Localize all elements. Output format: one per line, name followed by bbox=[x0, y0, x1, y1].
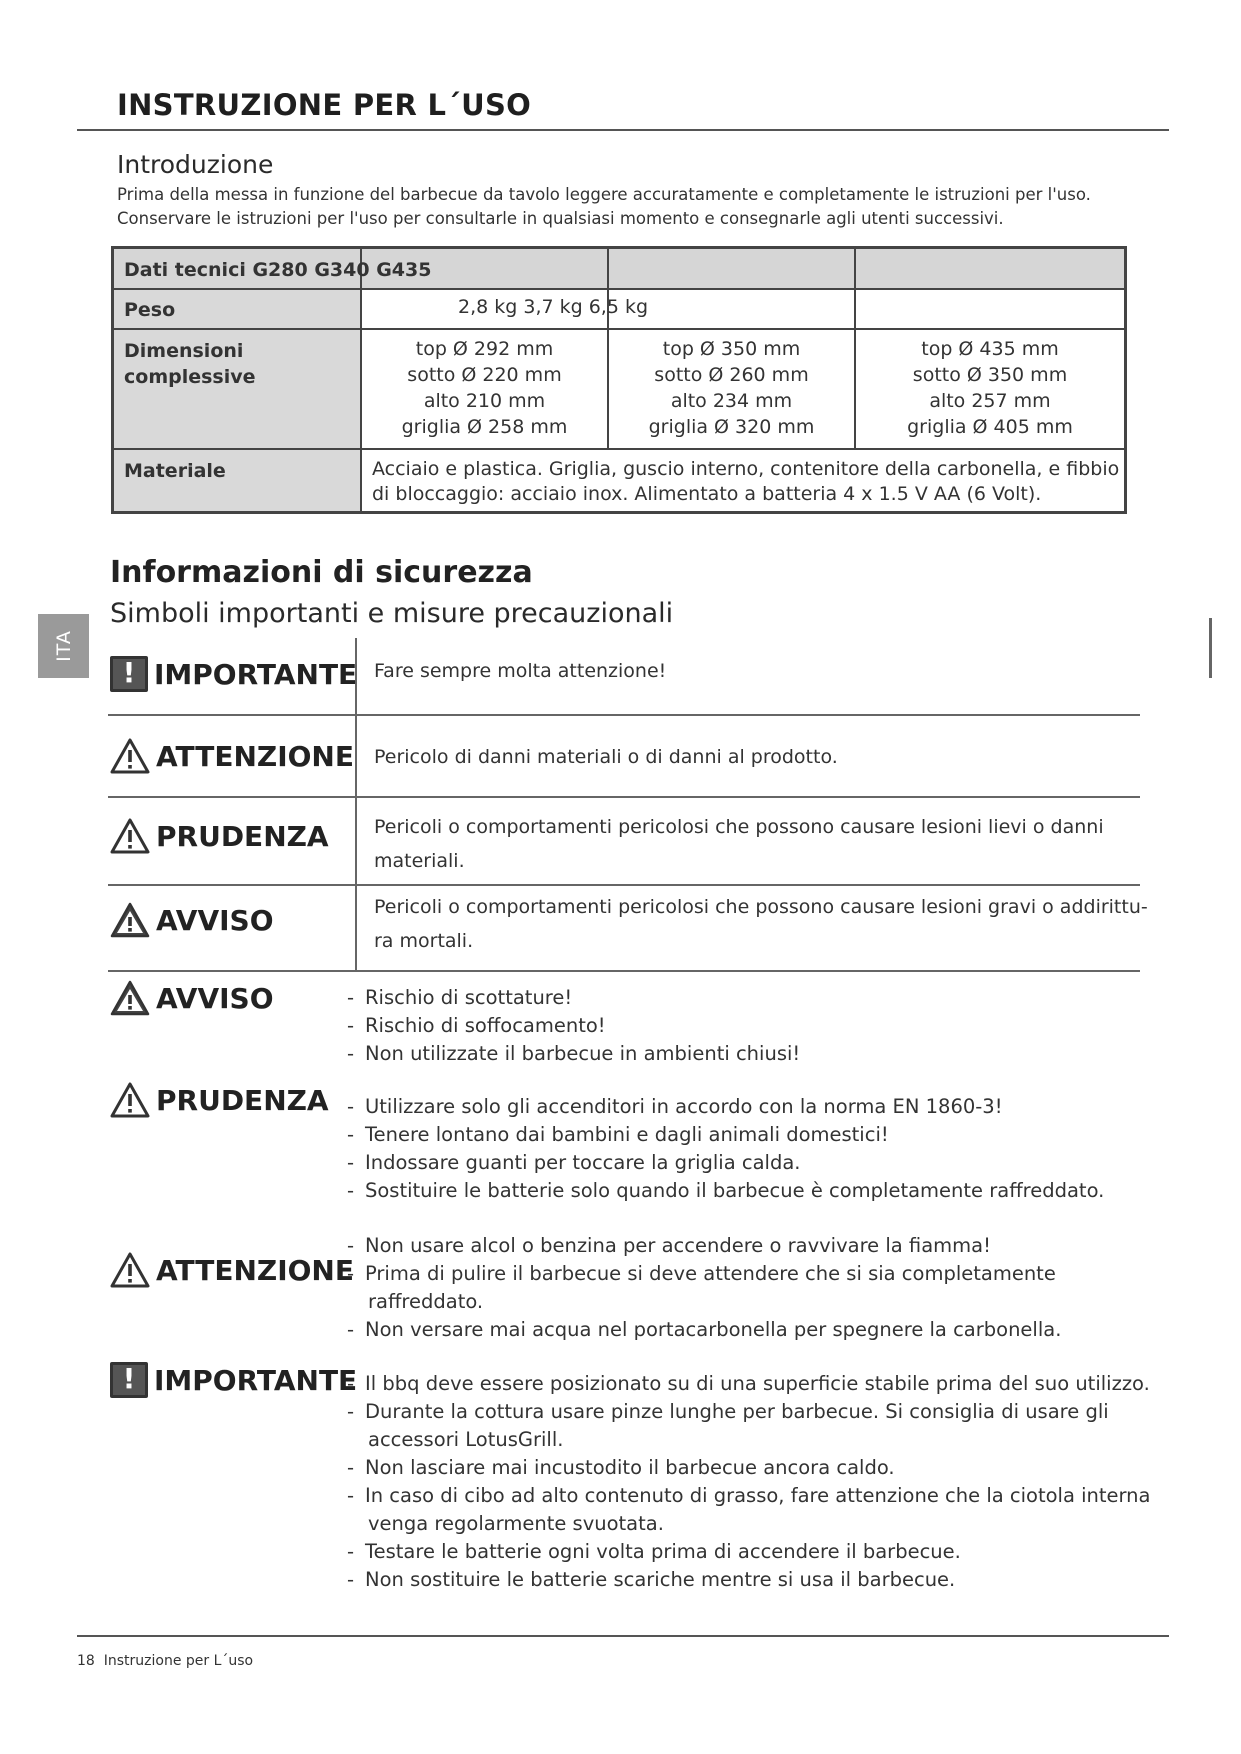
tech-data-table bbox=[111, 246, 1127, 514]
side-marker bbox=[1209, 618, 1212, 678]
footer-divider bbox=[77, 1635, 1169, 1637]
page-footer bbox=[77, 1653, 253, 1669]
dimensions-g435: top Ø 435 mm sotto Ø 350 mm alto 257 mm griglia Ø 405 mm bbox=[907, 338, 1073, 438]
prudenza-list bbox=[347, 1093, 1104, 1205]
warning-triangle-outline-icon bbox=[110, 818, 150, 854]
safety-heading: Informazioni di sicurezza bbox=[110, 555, 533, 590]
intro-text bbox=[117, 183, 1091, 231]
intro-heading: Introduzione bbox=[117, 150, 274, 179]
symbol-prudenza: PRUDENZA bbox=[110, 818, 329, 854]
list-item: - Non versare mai acqua nel portacarbonella per spegnere la carbonella. bbox=[347, 1316, 1061, 1344]
dimensions-label: Dimensioni complessive bbox=[124, 340, 256, 388]
avviso-list bbox=[347, 984, 800, 1068]
material-label: Materiale bbox=[124, 460, 226, 482]
list-item: - Indossare guanti per toccare la griglia calda. bbox=[347, 1149, 1104, 1177]
language-tab-label: ITA bbox=[52, 630, 75, 662]
title-divider bbox=[77, 129, 1169, 131]
symbol-importante-description: Fare sempre molta attenzione! bbox=[374, 660, 667, 682]
intro-line: Conservare le istruzioni per l'uso per consultarle in qualsiasi momento e consegnarle agli utenti successivi. bbox=[117, 209, 1004, 228]
symbol-importante: ! IMPORTANTE bbox=[110, 656, 357, 692]
importante-list bbox=[347, 1370, 1151, 1594]
page-title: INSTRUZIONE PER L´USO bbox=[117, 88, 532, 122]
dimensions-g280: top Ø 292 mm sotto Ø 220 mm alto 210 mm griglia Ø 258 mm bbox=[401, 338, 568, 438]
symbol-attenzione: ATTENZIONE bbox=[110, 738, 354, 774]
warning-triangle-outline-icon bbox=[110, 738, 150, 774]
safety-subheading: Simboli importanti e misure precauzionali bbox=[110, 598, 674, 629]
list-item: - Testare le batterie ogni volta prima di accendere il barbecue. bbox=[347, 1538, 1151, 1566]
list-item: - Non lasciare mai incustodito il barbecue ancora caldo. bbox=[347, 1454, 1151, 1482]
symbol-avviso-description: Pericoli o comportamenti pericolosi che possono causare lesioni gravi o addirittu- ra mortali. bbox=[374, 896, 1148, 952]
warning-importante: ! IMPORTANTE bbox=[110, 1362, 357, 1398]
warning-avviso: AVVISO bbox=[110, 980, 274, 1016]
list-item: - Rischio di soffocamento! bbox=[347, 1012, 800, 1040]
list-item: - Non utilizzate il barbecue in ambienti chiusi! bbox=[347, 1040, 800, 1068]
symbol-prudenza-description: Pericoli o comportamenti pericolosi che possono causare lesioni lievi o danni materiali. bbox=[374, 816, 1104, 872]
list-item: - Il bbq deve essere posizionato su di una superficie stabile prima del suo utilizzo. bbox=[347, 1370, 1151, 1398]
list-item: - Rischio di scottature! bbox=[347, 984, 800, 1012]
list-item: - Tenere lontano dai bambini e dagli animali domestici! bbox=[347, 1121, 1104, 1149]
page-number: 18 bbox=[77, 1653, 95, 1669]
warning-triangle-outline-icon bbox=[110, 1252, 150, 1288]
language-tab bbox=[38, 614, 89, 678]
table-header-label: Dati tecnici G280 G340 G435 bbox=[124, 259, 432, 281]
list-item: - Prima di pulire il barbecue si deve attendere che si sia completamente raffreddato. bbox=[347, 1260, 1061, 1316]
list-item: - In caso di cibo ad alto contenuto di grasso, fare attenzione che la ciotola interna venga regolarmente svuotata. bbox=[347, 1482, 1151, 1538]
weight-label: Peso bbox=[124, 299, 176, 321]
footer-text: Instruzione per L´uso bbox=[103, 1653, 254, 1669]
symbol-avviso: AVVISO bbox=[110, 902, 274, 938]
list-item: - Sostituire le batterie solo quando il barbecue è completamente raffreddato. bbox=[347, 1177, 1104, 1205]
dimensions-g340: top Ø 350 mm sotto Ø 260 mm alto 234 mm griglia Ø 320 mm bbox=[648, 338, 815, 438]
list-item: - Non sostituire le batterie scariche mentre si usa il barbecue. bbox=[347, 1566, 1151, 1594]
warning-triangle-outline-icon bbox=[110, 1082, 150, 1118]
attenzione-list bbox=[347, 1232, 1061, 1344]
intro-line: Prima della messa in funzione del barbecue da tavolo leggere accuratamente e completamente le istruzioni per l'uso. bbox=[117, 185, 1091, 204]
list-item: - Utilizzare solo gli accenditori in accordo con la norma EN 1860-3! bbox=[347, 1093, 1104, 1121]
exclamation-box-icon bbox=[110, 656, 148, 692]
warning-attenzione: ATTENZIONE bbox=[110, 1252, 354, 1288]
weight-value: 2,8 kg 3,7 kg 6,5 kg bbox=[458, 296, 649, 318]
list-item: - Non usare alcol o benzina per accendere o ravvivare la fiamma! bbox=[347, 1232, 1061, 1260]
material-value: Acciaio e plastica. Griglia, guscio interno, contenitore della carbonella, e fibbio di bloccaggio: acciaio inox. Alimentato a batteria 4 x 1.5 V AA (6 Volt). bbox=[372, 458, 1120, 505]
warning-prudenza: PRUDENZA bbox=[110, 1082, 329, 1118]
exclamation-box-icon bbox=[110, 1362, 148, 1398]
warning-triangle-filled-icon bbox=[110, 980, 150, 1016]
warning-triangle-filled-icon bbox=[110, 902, 150, 938]
list-item: - Durante la cottura usare pinze lunghe per barbecue. Si consiglia di usare gli accessori LotusGrill. bbox=[347, 1398, 1151, 1454]
symbol-attenzione-description: Pericolo di danni materiali o di danni al prodotto. bbox=[374, 746, 838, 768]
